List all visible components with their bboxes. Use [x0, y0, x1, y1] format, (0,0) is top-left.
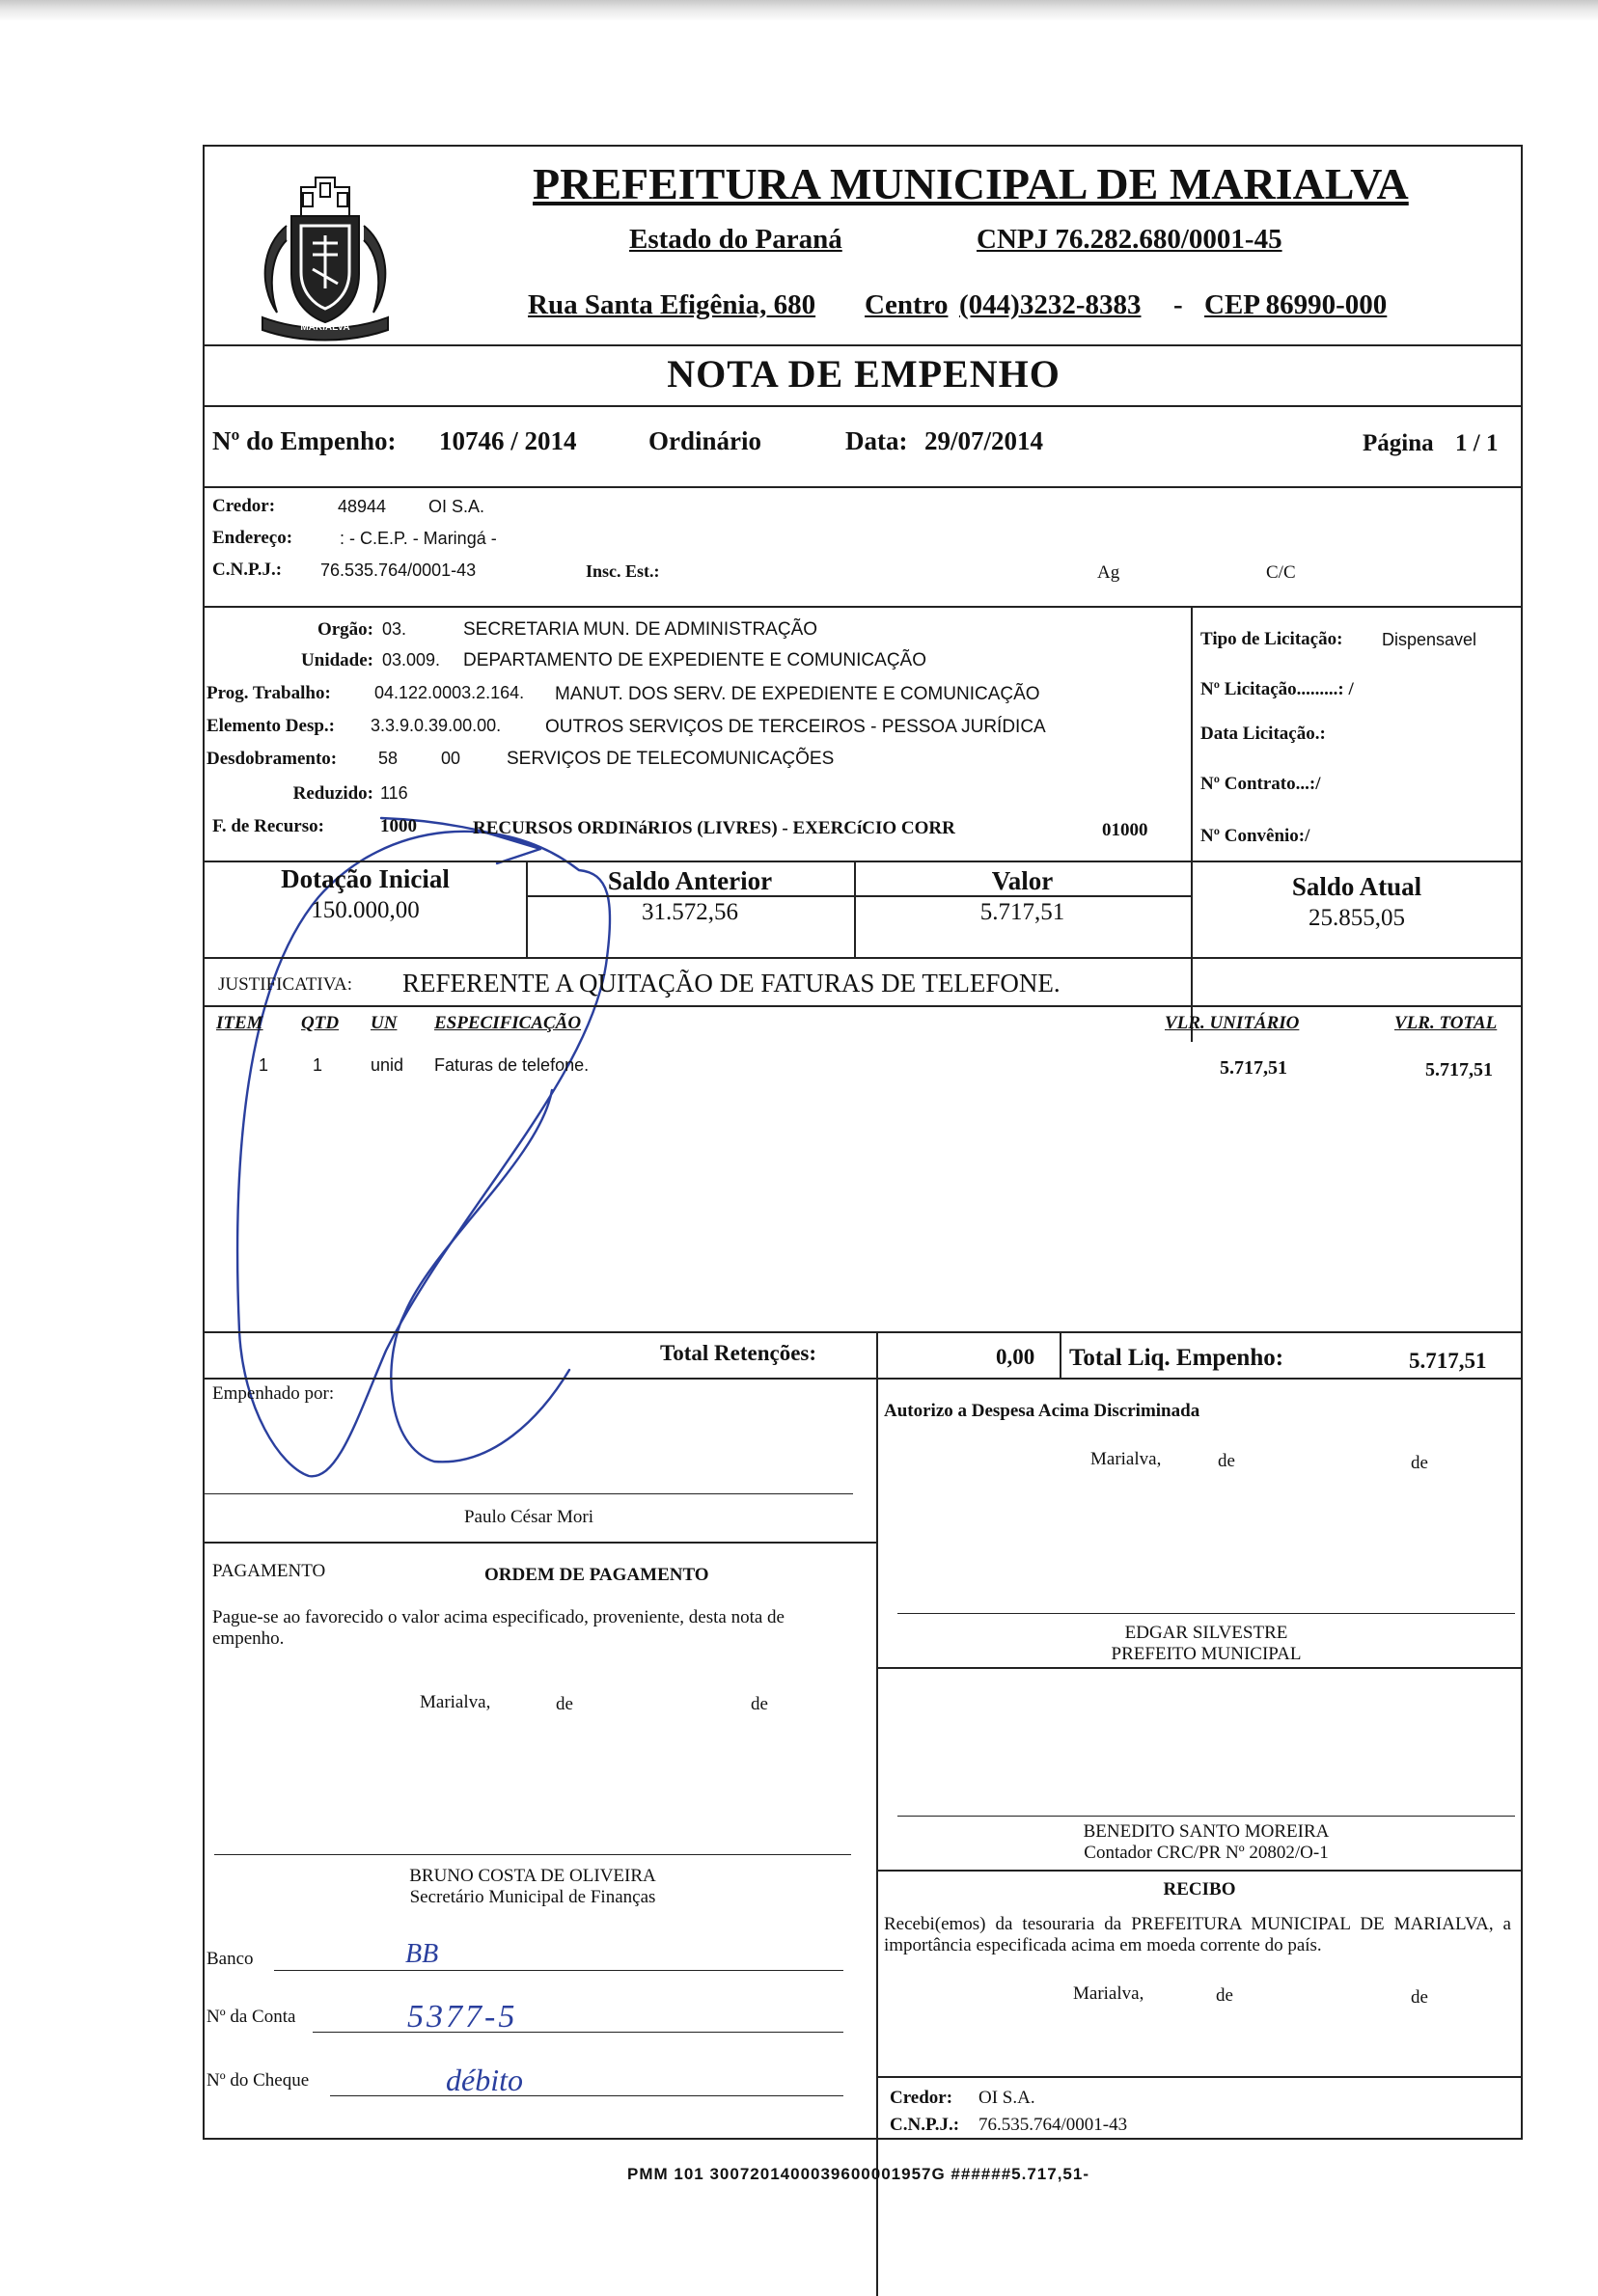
saldo-atual-value: 25.855,05 — [1309, 905, 1405, 931]
prog-cod: 04.122.0003.2.164. — [374, 683, 525, 702]
orgao-desc: SECRETARIA MUN. DE ADMINISTRAÇÃO — [463, 619, 818, 640]
recibo-de-1: de — [1216, 1985, 1233, 2006]
unidade-label: Unidade: — [301, 650, 373, 670]
pagamento-de-2: de — [751, 1694, 768, 1714]
desd-cod2: 00 — [441, 749, 461, 768]
credor-codigo: 48944 — [338, 497, 387, 516]
cnpj-credor-label: C.N.P.J.: — [212, 560, 283, 580]
saldo-anterior-value: 31.572,56 — [642, 899, 738, 925]
recibo-de-2: de — [1411, 1987, 1428, 2008]
row-unit: 5.717,51 — [1220, 1057, 1287, 1079]
total-liq-label: Total Liq. Empenho: — [1069, 1345, 1284, 1371]
doc-title: NOTA DE EMPENHO — [667, 352, 1061, 396]
justificativa-text: REFERENTE A QUITAÇÃO DE FATURAS DE TELEFONE. — [402, 969, 1061, 998]
recibo-title: RECIBO — [1163, 1879, 1236, 1900]
elem-desc: OUTROS SERVIÇOS DE TERCEIROS - PESSOA JURÍDICA — [545, 717, 1046, 737]
coat-of-arms-text: MARIALVA — [300, 322, 350, 333]
footer-code: PMM 101 3007201400039600001957G ######5.717,51- — [627, 2165, 1089, 2183]
endereco-centro: Centro — [865, 289, 949, 320]
row-un: unid — [371, 1055, 404, 1075]
banco-label: Banco — [207, 1949, 254, 1969]
endereco-rua: Rua Santa Efigênia, 680 — [528, 289, 816, 320]
justificativa-label: JUSTIFICATIVA: — [218, 974, 353, 995]
cnpj-prefeitura: CNPJ 76.282.680/0001-45 — [977, 224, 1282, 255]
recibo-credor-label: Credor: — [890, 2088, 953, 2108]
reduzido-value: 116 — [380, 783, 408, 803]
col-qtd: QTD — [301, 1013, 340, 1033]
col-item: ITEM — [216, 1013, 263, 1033]
col-un: UN — [371, 1013, 398, 1033]
empenhado-por-label: Empenhado por: — [212, 1383, 335, 1404]
secretario-cargo: Secretário Municipal de Finanças — [409, 1887, 656, 1907]
autorizo-de-1: de — [1218, 1451, 1235, 1471]
contador-nome: BENEDITO SANTO MOREIRA — [1083, 1821, 1330, 1842]
autorizo-local: Marialva, — [1090, 1449, 1162, 1469]
pagamento-de-1: de — [556, 1694, 573, 1714]
data-licitacao: Data Licitação.: — [1200, 724, 1326, 744]
tipo-licitacao-label: Tipo de Licitação: — [1200, 629, 1343, 649]
recibo-credor-value: OI S.A. — [978, 2088, 1035, 2108]
saldo-atual-label: Saldo Atual — [1291, 872, 1422, 901]
empenhado-nome: Paulo César Mori — [463, 1507, 594, 1527]
elem-cod: 3.3.9.0.39.00.00. — [371, 716, 502, 735]
numero-contrato: Nº Contrato...:/ — [1200, 774, 1321, 794]
autorizo-de-2: de — [1411, 1453, 1428, 1473]
prefeito-nome: EDGAR SILVESTRE — [1124, 1623, 1288, 1643]
desd-label: Desdobramento: — [207, 749, 338, 769]
pagamento-text: Pague-se ao favorecido o valor acima especificado, proveniente, desta nota de empenho. — [212, 1607, 785, 1649]
row-total: 5.717,51 — [1425, 1059, 1493, 1080]
numero-licitacao: Nº Licitação.........: / — [1200, 679, 1354, 699]
row-espec: Faturas de telefone. — [434, 1055, 590, 1075]
coat-of-arms-icon — [243, 158, 407, 346]
desd-cod1: 58 — [378, 749, 399, 768]
endereco-value: : - C.E.P. - Maringá - — [340, 529, 497, 548]
prog-desc: MANUT. DOS SERV. DE EXPEDIENTE E COMUNICAÇÃO — [555, 684, 1040, 704]
pagina-label: Página — [1363, 430, 1434, 456]
orgao-cod: 03. — [382, 619, 407, 639]
reduzido-label: Reduzido: — [292, 783, 373, 804]
insc-est-label: Insc. Est.: — [586, 561, 660, 581]
ag-label: Ag — [1097, 562, 1120, 583]
cep: CEP 86990-000 — [1204, 289, 1388, 320]
row-item: 1 — [259, 1055, 269, 1075]
recurso-desc: RECURSOS ORDINáRIOS (LIVRES) - EXERCíCIO CORR — [473, 818, 955, 838]
ordem-pagamento: ORDEM DE PAGAMENTO — [484, 1565, 709, 1585]
empenho-label: Nº do Empenho: — [212, 426, 397, 455]
dotacao-inicial-label: Dotação Inicial — [281, 864, 450, 893]
row-qtd: 1 — [313, 1055, 323, 1075]
pagina-value: 1 / 1 — [1455, 430, 1499, 456]
col-vlr-total: VLR. TOTAL — [1394, 1013, 1498, 1033]
separator: - — [1173, 289, 1183, 320]
total-retencoes-label: Total Retenções: — [660, 1341, 817, 1365]
valor-label: Valor — [991, 866, 1054, 895]
empenho-number: 10746 / 2014 — [439, 426, 577, 455]
nota-empenho-form — [203, 145, 1523, 2140]
prog-label: Prog. Trabalho: — [207, 683, 331, 703]
cheque-handwritten: débito — [446, 2063, 523, 2097]
data-value: 29/07/2014 — [924, 426, 1044, 455]
autorizo-text: Autorizo a Despesa Acima Discriminada — [884, 1401, 1200, 1421]
estado: Estado do Paraná — [629, 224, 842, 255]
valor-value: 5.717,51 — [979, 899, 1065, 925]
recibo-text: Recebi(emos) da tesouraria da PREFEITURA MUNICIPAL DE MARIALVA, a importância especificada acima em moeda corrente do país. — [884, 1914, 1511, 1955]
page-title: PREFEITURA MUNICIPAL DE MARIALVA — [533, 159, 1409, 208]
desd-desc: SERVIÇOS DE TELECOMUNICAÇÕES — [507, 749, 835, 769]
prefeito-cargo: PREFEITO MUNICIPAL — [1111, 1644, 1302, 1664]
recurso-cod: 1000 — [380, 816, 417, 836]
total-liq-value: 5.717,51 — [1409, 1349, 1487, 1373]
credor-nome: OI S.A. — [428, 497, 485, 516]
cheque-label: Nº do Cheque — [207, 2070, 310, 2091]
pagamento-label: PAGAMENTO — [212, 1561, 326, 1581]
banco-handwritten: BB — [405, 1939, 439, 1969]
unidade-desc: DEPARTAMENTO DE EXPEDIENTE E COMUNICAÇÃO — [463, 650, 927, 670]
dotacao-inicial-value: 150.000,00 — [311, 897, 420, 923]
recibo-local: Marialva, — [1073, 1983, 1144, 2004]
empenho-tipo: Ordinário — [648, 426, 762, 455]
conta-handwritten: 5377-5 — [407, 1999, 518, 2035]
contador-cargo: Contador CRC/PR Nº 20802/O-1 — [1084, 1843, 1329, 1863]
secretario-nome: BRUNO COSTA DE OLIVEIRA — [409, 1866, 656, 1886]
recibo-cnpj-value: 76.535.764/0001-43 — [978, 2115, 1128, 2135]
pagamento-local: Marialva, — [420, 1692, 491, 1712]
numero-convenio: Nº Convênio:/ — [1200, 826, 1310, 846]
elem-label: Elemento Desp.: — [207, 716, 335, 736]
col-vlr-unitario: VLR. UNITÁRIO — [1165, 1013, 1300, 1033]
saldo-anterior-label: Saldo Anterior — [607, 866, 773, 895]
recurso-cod2: 01000 — [1102, 820, 1148, 840]
endereco-label: Endereço: — [212, 528, 293, 548]
conta-label: Nº da Conta — [207, 2007, 296, 2027]
recibo-cnpj-label: C.N.P.J.: — [890, 2115, 960, 2135]
telefone: (044)3232-8383 — [959, 289, 1142, 320]
cnpj-credor-value: 76.535.764/0001-43 — [320, 560, 477, 580]
col-espec: ESPECIFICAÇÃO — [434, 1013, 582, 1033]
data-label: Data: — [845, 426, 908, 455]
recurso-label: F. de Recurso: — [212, 816, 324, 836]
tipo-licitacao-value: Dispensavel — [1382, 630, 1477, 649]
unidade-cod: 03.009. — [382, 650, 441, 670]
credor-label: Credor: — [212, 496, 276, 516]
total-retencoes-value: 0,00 — [996, 1345, 1035, 1369]
cc-label: C/C — [1266, 562, 1296, 583]
orgao-label: Orgão: — [317, 619, 373, 640]
